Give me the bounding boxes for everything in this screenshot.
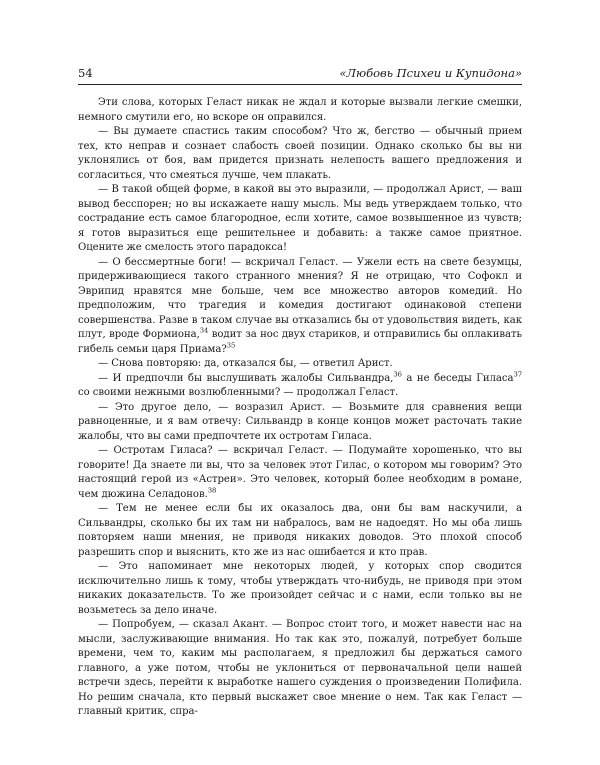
page-number: 54 <box>78 66 93 80</box>
header-rule <box>78 84 522 85</box>
paragraph: — В такой общей форме, в какой вы это выразили, — продолжал Арист, — ваш вывод бесспорен; но вы искажаете нашу мысль. Мы ведь утверждаем только, что сострадание есть самое благородное, если хотите, самое возвышенное из чувств; я готов выразиться еще решительнее и добавить: а также самое приятное. Оцените же смелость этого парадокса! <box>78 184 522 253</box>
paragraph: — Это напоминает мне некоторых людей, у которых спор сводится исключительно лишь к тому, чтобы утверждать что-нибудь, не приводя при этом никаких доказательств. То же произойдет сейчас и с нами, если только вы не возьметесь за дело иначе. <box>78 561 522 616</box>
paragraph: — Тем не менее если бы их оказалось два, они бы вам наскучили, а Сильвандры, сколько бы их там ни набралось, вам не надоедят. Но мы оба лишь повторяем наши мнения, не приводя никаких доводов. Это плохой способ разрешить спор и выяснить, кто же из нас ошибается и кто прав. <box>78 503 522 558</box>
footnote-ref: 34 <box>199 326 209 335</box>
page-header <box>78 64 522 82</box>
paragraph: — Это другое дело, — возразил Арист. — Возьмите для сравнения вещи равноценные, и я вам отвечу: Сильвандр в конце концов может расточать такие жалобы, что вы сами предпочтете их остротам Гиласа. <box>78 401 522 442</box>
footnote-ref: 35 <box>226 341 236 350</box>
footnote-ref: 38 <box>207 486 217 495</box>
paragraph: — О бессмертные боги! — вскричал Геласт. — Ужели есть на свете безумцы, придерживающиеся такого странного мнения? Я не отрицаю, что Софокл и Эврипид нравятся мне больше, чем все множество авторов комедий. Но предположим, что трагедия и комедия достигают одинаковой степени совершенства. Разве в таком случае вы отказались бы от удовольствия видеть, как плут, вроде Формиона,$^{34}$ водит за нос двух стариков, и отправились бы оплакивать гибель семьи царя Приама?$^{35}$ <box>78 256 522 355</box>
paragraph: — Снова повторяю: да, отказался бы, — ответил Арист. <box>98 358 393 369</box>
running-title: «Любовь Психеи и Купидона» <box>339 66 522 80</box>
paragraph: — Остротам Гиласа? — вскричал Геласт. — Подумайте хорошенько, что вы говорите! Да знаете ли вы, что за человек этот Гилас, о котором мы говорим? Это настоящий герой из «Астреи». Это человек, который более необходим в романе, чем дюжина Селадонов.$^{38}$ <box>78 445 522 500</box>
paragraph: — Попробуем, — сказал Акант. — Вопрос стоит того, и может навести нас на мысли, заслуживающие внимания. Но так как это, пожалуй, потребует больше времени, чем то, каким мы располагаем, я предложил бы держаться самого главного, а уже потом, чтобы не уклониться от первоначальной цели нашей встречи здесь, перейти к выработке нашего суждения о произведении Полифила. Но решим сначала, кто первый выскажет свое мнение о нем. Так как Геласт — главный критик, спра- <box>78 619 522 717</box>
paragraph: Эти слова, которых Геласт никак не ждал и которые вызвали легкие смешки, немного смутили его, но вскоре он оправился. <box>78 97 522 123</box>
footnote-ref: 37 <box>513 370 522 379</box>
footnote-ref: 36 <box>393 370 402 379</box>
paragraph: — Вы думаете спастись таким способом? Что ж, бегство — обычный прием тех, кто неправ и сознает слабость своей позиции. Однако сколько бы вы ни уклонялись от боя, вам придется признать нелепость вашего предложения и согласиться, что смеяться лучше, чем плакать. <box>78 126 522 181</box>
paragraph: — И предпочли бы выслушивать жалобы Сильвандра,$^{36}$ а не беседы Гиласа$^{37}$ со своими нежными возлюбленными? — продолжал Геласт. <box>78 370 522 398</box>
body-text <box>78 96 522 720</box>
